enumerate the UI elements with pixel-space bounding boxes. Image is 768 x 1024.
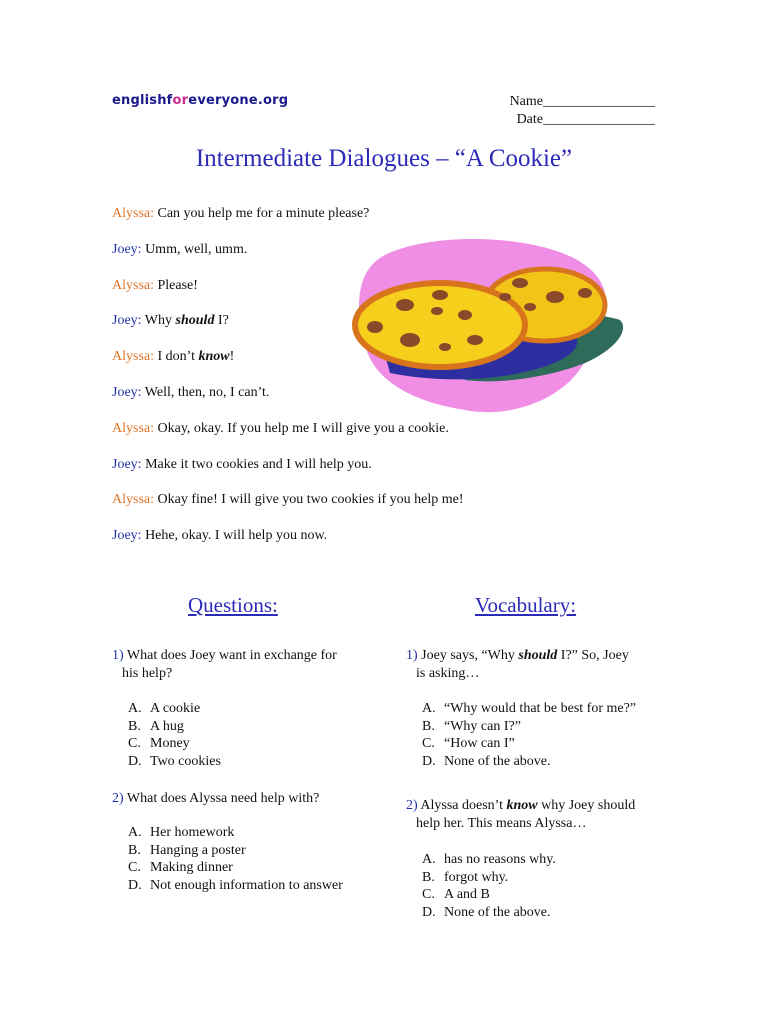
option-text: “Why can I?” — [444, 718, 521, 734]
option-letter: B. — [422, 718, 435, 734]
answer-option — [112, 735, 382, 753]
answer-option — [406, 735, 696, 753]
answer-option — [406, 700, 696, 718]
option-text: None of the above. — [444, 754, 551, 770]
dialogue-line — [112, 456, 532, 492]
dialogue-text: Okay fine! I will give you two cookies if you help me! — [154, 492, 464, 508]
answer-option — [406, 851, 696, 869]
question-1-options — [112, 700, 382, 771]
question-text: What does Alyssa need help with? — [123, 791, 320, 806]
speaker-name: Joey: — [112, 528, 142, 544]
answer-option — [112, 718, 382, 736]
name-date-block — [510, 93, 655, 129]
option-letter: C. — [422, 887, 435, 903]
dialogue-text: Please! — [154, 277, 198, 293]
dialogue-line — [112, 527, 532, 563]
option-letter: C. — [128, 736, 141, 752]
vocab-2-options — [406, 851, 696, 922]
answer-option — [112, 842, 382, 860]
question-number: 2) — [406, 798, 418, 813]
speaker-name: Joey: — [112, 313, 142, 329]
answer-option — [406, 753, 696, 771]
option-text: “Why would that be best for me?” — [444, 701, 637, 716]
option-text: A cookie — [150, 701, 201, 716]
option-letter: A. — [128, 825, 142, 840]
speaker-name: Joey: — [112, 456, 142, 472]
option-text: Money — [150, 736, 190, 752]
option-text: Her homework — [150, 825, 235, 840]
dialogue-text: Umm, well, umm. — [141, 241, 248, 257]
answer-option — [112, 753, 382, 771]
option-text: Not enough information to answer — [150, 878, 343, 894]
date-field[interactable]: Date________________ — [516, 112, 655, 127]
dialogue-text: Make it two cookies and I will help you. — [141, 456, 372, 472]
option-letter: D. — [422, 754, 436, 770]
question-1 — [112, 647, 382, 683]
dialogue-text: I don’t — [154, 349, 199, 365]
dialogue-text: I? — [214, 313, 229, 329]
option-letter: D. — [128, 878, 142, 894]
option-text: A hug — [150, 718, 184, 734]
option-letter: C. — [128, 860, 141, 876]
speaker-name: Alyssa: — [112, 420, 154, 436]
answer-option — [406, 886, 696, 904]
question-number: 1) — [406, 648, 418, 663]
answer-option — [112, 824, 382, 842]
dialogue-text: Well, then, no, I can’t. — [141, 384, 270, 400]
answer-option — [112, 700, 382, 718]
question-2 — [112, 790, 382, 808]
speaker-name: Alyssa: — [112, 206, 154, 221]
dialogue-text: Can you help me for a minute please? — [154, 206, 370, 221]
cookie-illustration — [345, 235, 630, 420]
option-letter: A. — [422, 701, 436, 716]
dialogue-line — [112, 420, 532, 456]
emphasis-text: know — [198, 349, 230, 365]
speaker-name: Alyssa: — [112, 492, 154, 508]
option-text: forgot why. — [444, 869, 509, 885]
speaker-name: Joey: — [112, 241, 142, 257]
name-field[interactable]: Name________________ — [509, 94, 655, 109]
vocab-1-options — [406, 700, 696, 771]
option-text: Hanging a poster — [150, 842, 246, 858]
speaker-name: Joey: — [112, 384, 142, 400]
option-text: has no reasons why. — [444, 852, 556, 867]
dialogue-line — [112, 491, 532, 527]
option-letter: D. — [128, 754, 142, 770]
answer-option — [406, 904, 696, 922]
page-title: Intermediate Dialogues – “A Cookie” — [195, 145, 573, 172]
option-letter: A. — [128, 701, 142, 716]
speaker-name: Alyssa: — [112, 277, 154, 293]
dialogue-text: Why — [141, 313, 176, 329]
question-number: 1) — [112, 648, 124, 663]
question-text-cont: help her. This means Alyssa… — [416, 816, 587, 831]
question-number: 2) — [112, 791, 124, 806]
dialogue-text: Okay, okay. If you help me I will give you a cookie. — [154, 420, 449, 436]
vocab-1: 1) Joey says, “Why should I?” So, Joey is asking… — [406, 647, 686, 683]
vocab-2: 2) Alyssa doesn’t know why Joey should help her. This means Alyssa… — [406, 797, 696, 833]
dialogue-text: ! — [229, 349, 235, 365]
option-text: A and B — [444, 887, 490, 903]
option-letter: A. — [422, 852, 436, 867]
option-text: None of the above. — [444, 905, 551, 921]
questions-heading: Questions: — [188, 593, 278, 617]
option-letter: C. — [422, 736, 435, 752]
question-text: What does Joey want in exchange for — [123, 648, 337, 663]
site-logo: englishforeveryone.org — [112, 93, 289, 108]
speaker-name: Alyssa: — [112, 349, 154, 365]
option-letter: B. — [128, 718, 141, 734]
option-letter: B. — [128, 842, 141, 858]
answer-option — [406, 718, 696, 736]
option-letter: D. — [422, 905, 436, 921]
emphasis-text: should — [175, 313, 215, 329]
answer-option — [112, 877, 382, 895]
question-text-cont: his help? — [122, 666, 173, 681]
option-text: “How can I” — [444, 736, 515, 752]
question-text-cont: is asking… — [416, 666, 480, 681]
option-letter: B. — [422, 869, 435, 885]
answer-option — [406, 869, 696, 887]
option-text: Two cookies — [150, 754, 221, 770]
option-text: Making dinner — [150, 860, 233, 876]
dialogue-text: Hehe, okay. I will help you now. — [141, 528, 328, 544]
question-2-options — [112, 824, 382, 895]
answer-option — [112, 859, 382, 877]
vocabulary-heading: Vocabulary: — [475, 593, 577, 617]
